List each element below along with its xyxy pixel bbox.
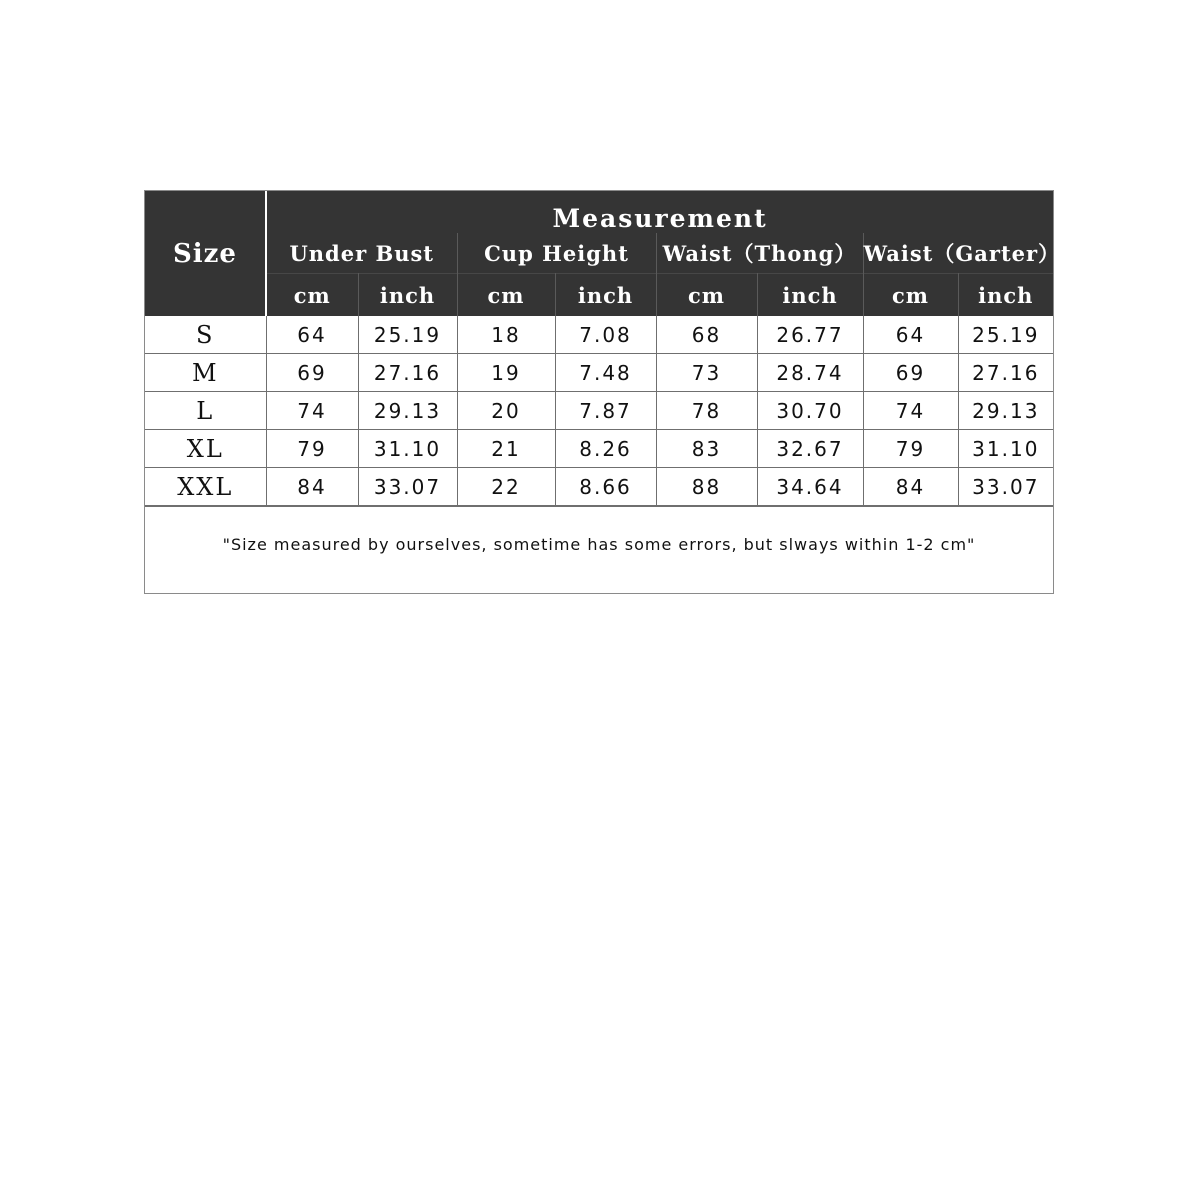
table-cell: 29.13 [358, 392, 457, 430]
table-cell: 8.26 [555, 430, 656, 468]
table-cell: 31.10 [358, 430, 457, 468]
table-cell: 7.08 [555, 316, 656, 354]
table-cell: 79 [266, 430, 358, 468]
table-cell: 69 [863, 354, 958, 392]
table-cell: 31.10 [958, 430, 1053, 468]
unit-header: cm [457, 274, 555, 317]
table-cell: 20 [457, 392, 555, 430]
table-cell: 26.77 [757, 316, 863, 354]
table-cell: 32.67 [757, 430, 863, 468]
table-cell: 18 [457, 316, 555, 354]
group-header-waist-garter: Waist（Garter） [863, 233, 1053, 274]
table-row [145, 354, 1053, 392]
size-label: XL [145, 430, 266, 468]
table-cell: 33.07 [358, 468, 457, 506]
table-cell: 34.64 [757, 468, 863, 506]
group-header-under-bust: Under Bust [266, 233, 457, 274]
table-cell: 21 [457, 430, 555, 468]
table-row [145, 316, 1053, 354]
table-row [145, 392, 1053, 430]
size-label: M [145, 354, 266, 392]
table-cell: 64 [863, 316, 958, 354]
unit-header: cm [656, 274, 757, 317]
size-chart [144, 190, 1061, 594]
table-cell: 27.16 [358, 354, 457, 392]
table-body [145, 316, 1053, 506]
table-cell: 25.19 [958, 316, 1053, 354]
group-header-cup-height: Cup Height [457, 233, 656, 274]
table-cell: 88 [656, 468, 757, 506]
table-cell: 27.16 [958, 354, 1053, 392]
table-cell: 78 [656, 392, 757, 430]
table-header [145, 191, 1061, 316]
table-cell: 22 [457, 468, 555, 506]
table-cell: 79 [863, 430, 958, 468]
unit-header: inch [555, 274, 656, 317]
table-cell: 84 [863, 468, 958, 506]
measurement-header: Measurement [266, 191, 1053, 233]
table-row [145, 468, 1053, 506]
table-cell: 64 [266, 316, 358, 354]
table-cell: 33.07 [958, 468, 1053, 506]
table-cell: 8.66 [555, 468, 656, 506]
table-row [145, 430, 1053, 468]
table-cell: 84 [266, 468, 358, 506]
unit-header: inch [958, 274, 1053, 317]
table-cell: 74 [266, 392, 358, 430]
group-header-waist-thong: Waist（Thong） [656, 233, 863, 274]
size-label: XXL [145, 468, 266, 506]
measurement-note: "Size measured by ourselves, sometime has some errors, but slways within 1-2 cm" [145, 506, 1053, 585]
table-cell: 29.13 [958, 392, 1053, 430]
table-cell: 19 [457, 354, 555, 392]
table-cell: 68 [656, 316, 757, 354]
size-label: S [145, 316, 266, 354]
unit-header: inch [358, 274, 457, 317]
table-cell: 69 [266, 354, 358, 392]
table-cell: 28.74 [757, 354, 863, 392]
table-cell: 30.70 [757, 392, 863, 430]
table-cell: 83 [656, 430, 757, 468]
size-label: L [145, 392, 266, 430]
table-cell: 25.19 [358, 316, 457, 354]
unit-header: cm [266, 274, 358, 317]
table-cell: 74 [863, 392, 958, 430]
size-table [145, 191, 1061, 506]
size-column-header: Size [145, 191, 266, 316]
unit-header: inch [757, 274, 863, 317]
table-cell: 7.48 [555, 354, 656, 392]
table-cell: 7.87 [555, 392, 656, 430]
table-cell: 73 [656, 354, 757, 392]
unit-header: cm [863, 274, 958, 317]
